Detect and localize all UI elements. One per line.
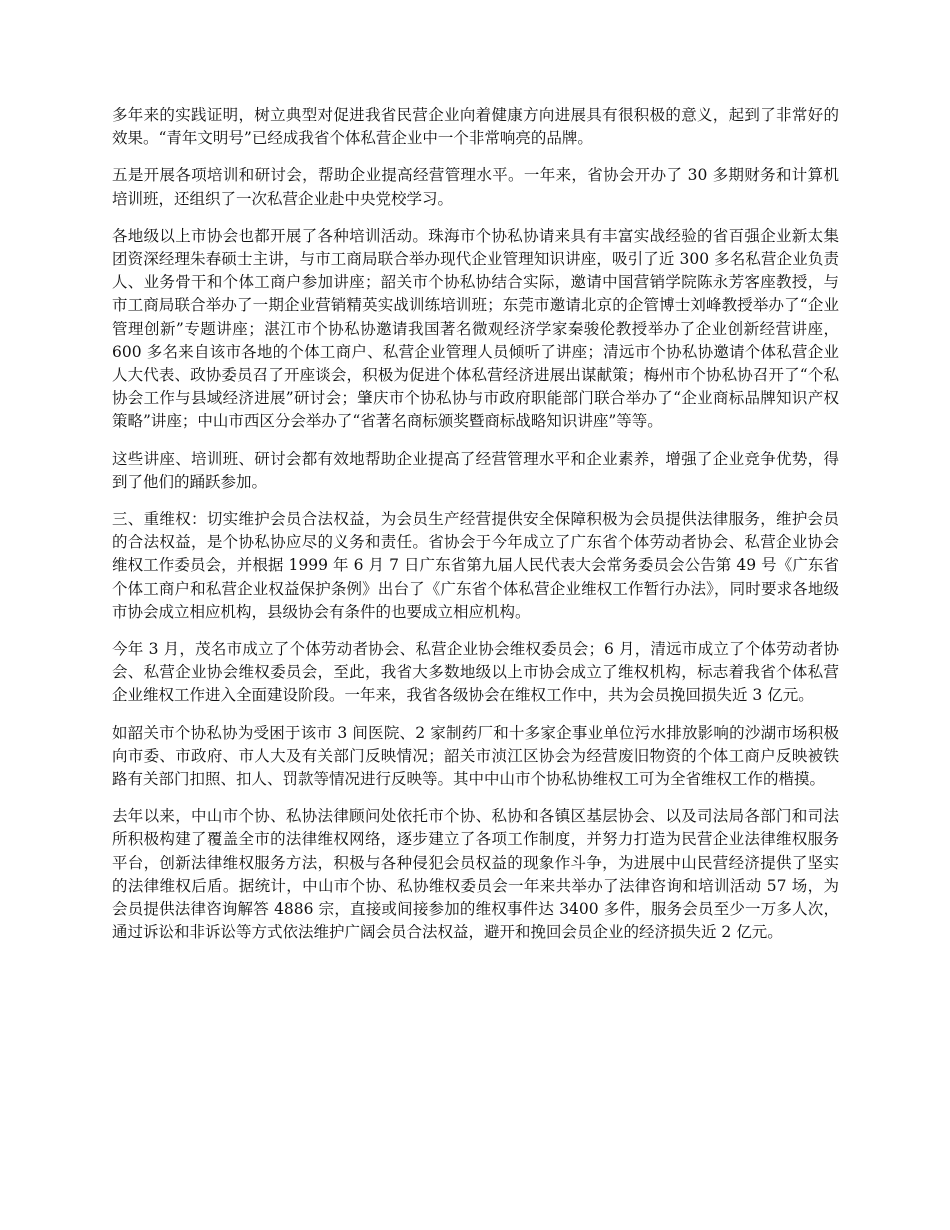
paragraph-8: 去年以来，中山市个协、私协法律顾问处依托市个协、私协和各镇区基层协会、以及司法局各部门和司法所积极构建了覆盖全市的法律维权网络，逐步建立了各项工作制度，并努力打造为民营企业法律维权服务平台，创新法律维权服务方法，积极与各种侵犯会员权益的现象作斗争，为进展中山民营经济提供了坚实的法律维权后盾。据统计，中山市个协、私协维权委员会一年来共举办了法律咨询和培训活动 57 场，为会员提供法律咨询解答 4886 宗，直接或间接参加的维权事件达 3400 多件，服务会员至少一万多人次，通过诉讼和非诉讼等方式依法维护广阔会员合法权益，避开和挽回会员企业的经济损失近 2 亿元。 xyxy=(112,807,839,942)
paragraph-3: 各地级以上市协会也都开展了各种培训活动。珠海市个协私协请来具有丰富实战经验的省百强企业新太集团资深经理朱春硕士主讲，与市工商局联合举办现代企业管理知识讲座，吸引了近 300 多名私营企业负责人、业务骨干和个体工商户参加讲座；韶关市个协私协结合实际，邀请中国营销学院陈永芳客座教授，与市工商局联合举办了一期企业营销精英实战训练培训班；东莞市邀请北京的企管博士刘峰教授举办了“企业管理创新”专题讲座；湛江市个协私协邀请我国著名微观经济学家秦骏伦教授举办了企业创新经营讲座，600 多名来自该市各地的个体工商户、私营企业管理人员倾听了讲座；清远市个协私协邀请个体私营企业人大代表、政协委员召了开座谈会，积极为促进个体私营经济进展出谋献策；梅州市个协私协召开了“个私协会工作与县域经济进展”研讨会；肇庆市个协私协与市政府职能部门联合举办了“企业商标品牌知识产权策略”讲座；中山市西区分会举办了“省著名商标颁奖暨商标战略知识讲座”等等。 xyxy=(112,226,839,431)
paragraph-2: 五是开展各项培训和研讨会，帮助企业提高经营管理水平。一年来，省协会开办了 30 多期财务和计算机培训班，还组织了一次私营企业赴中央党校学习。 xyxy=(112,166,839,208)
paragraph-4: 这些讲座、培训班、研讨会都有效地帮助企业提高了经营管理水平和企业素养，增强了企业竞争优势，得到了他们的踊跃参加。 xyxy=(112,449,839,491)
paragraph-6: 今年 3 月，茂名市成立了个体劳动者协会、私营企业协会维权委员会；6 月，清远市成立了个体劳动者协会、私营企业协会维权委员会，至此，我省大多数地级以上市协会成立了维权机构，标志着我省个体私营企业维权工作进入全面建设阶段。一年来，我省各级协会在维权工作中，共为会员挽回损失近 3 亿元。 xyxy=(112,640,839,705)
document-page xyxy=(112,104,839,959)
paragraph-7: 如韶关市个协私协为受困于该市 3 间医院、2 家制药厂和十多家企事业单位污水排放影响的沙湖市场积极向市委、市政府、市人大及有关部门反映情况；韶关市浈江区协会为经营废旧物资的个体工商户反映被铁路有关部门扣照、扣人、罚款等情况进行反映等。其中中山市个协私协维权工可为全省维权工作的楷摸。 xyxy=(112,723,839,789)
paragraph-1: 多年来的实践证明，树立典型对促进我省民营企业向着健康方向进展具有很积极的意义，起到了非常好的效果。“青年文明号”已经成我省个体私营企业中一个非常响亮的品牌。 xyxy=(112,106,839,148)
paragraph-5: 三、重维权：切实维护会员合法权益，为会员生产经营提供安全保障积极为会员提供法律服务，维护会员的合法权益，是个协私协应尽的义务和责任。省协会于今年成立了广东省个体劳动者协会、私营企业协会维权工作委员会，并根据 1999 年 6 月 7 日广东省第九届人民代表大会常务委员会公告第 49 号《广东省个体工商户和私营企业权益保护条例》出台了《广东省个体私营企业维权工作暂行办法》，同时要求各地级市协会成立相应机构，县级协会有条件的也要成立相应机构。 xyxy=(112,510,839,621)
